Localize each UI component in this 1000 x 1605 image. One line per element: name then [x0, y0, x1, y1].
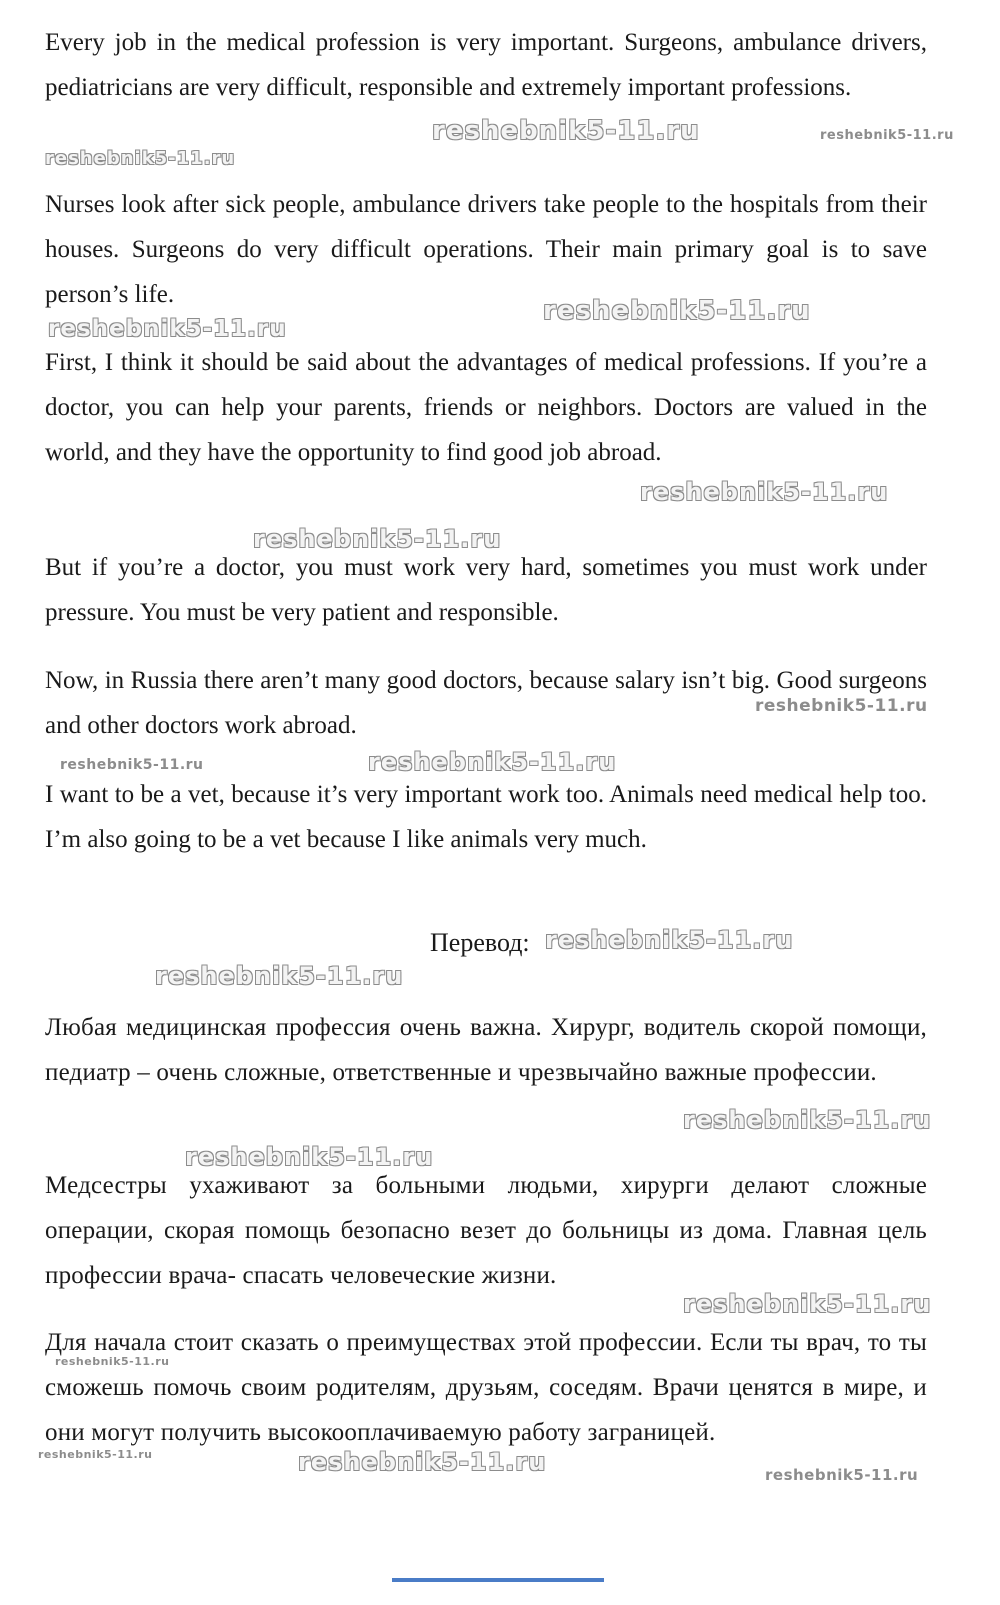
paragraph-english-3: First, I think it should be said about the advantages of medical professions. If you’re a doctor, you can help your parents, friends or neighbors. Doctors are valued in the world, and they have the opportunity to find good job abroad.: [45, 349, 927, 466]
watermark: reshebnik5-11.ru: [368, 748, 617, 776]
watermark: reshebnik5-11.ru: [545, 926, 794, 954]
watermark: reshebnik5-11.ru: [55, 1355, 170, 1368]
watermark: reshebnik5-11.ru: [38, 1448, 153, 1461]
watermark: reshebnik5-11.ru: [640, 478, 889, 506]
paragraph-russian-2: Медсестры ухаживают за больными людьми, хирурги делают сложные операции, скорая помощь безопасно везет до больницы из дома. Главная цель профессии врача- спасать человеческие жизни.: [45, 1172, 927, 1289]
footer-divider-line: [392, 1578, 604, 1582]
paragraph-english-6: I want to be a vet, because it’s very important work too. Animals need medical help too. I’m also going to be a vet because I like animals very much.: [45, 781, 927, 853]
paragraph-english-4: But if you’re a doctor, you must work very hard, sometimes you must work under pressure. You must be very patient and responsible.: [45, 554, 927, 626]
watermark: reshebnik5-11.ru: [683, 1290, 932, 1318]
watermark: reshebnik5-11.ru: [48, 316, 287, 342]
paragraph-english-1: Every job in the medical profession is very important. Surgeons, ambulance drivers, pediatricians are very difficult, responsible and extremely important professions.: [45, 29, 927, 101]
watermark: reshebnik5-11.ru: [755, 696, 928, 716]
paragraph-english-5: Now, in Russia there aren’t many good doctors, because salary isn’t big. Good surgeons and other doctors work abroad.: [45, 667, 927, 739]
watermark: reshebnik5-11.ru: [683, 1106, 932, 1134]
watermark: reshebnik5-11.ru: [432, 116, 700, 146]
translation-heading: Перевод:: [430, 928, 530, 957]
watermark: reshebnik5-11.ru: [185, 1143, 434, 1171]
paragraph-russian-3: Для начала стоит сказать о преимуществах этой профессии. Если ты врач, то ты сможешь помочь своим родителям, друзьям, соседям. Врачи ценятся в мире, и они могут получить высокооплачиваемую работу заграницей.: [45, 1329, 927, 1446]
watermark: reshebnik5-11.ru: [155, 962, 404, 990]
watermark: reshebnik5-11.ru: [253, 525, 502, 553]
paragraph-english-2: Nurses look after sick people, ambulance drivers take people to the hospitals from their houses. Surgeons do very difficult operations. Their main primary goal is to save person’s life.: [45, 191, 927, 308]
watermark: reshebnik5-11.ru: [60, 757, 204, 773]
paragraph-russian-1: Любая медицинская профессия очень важна. Хирург, водитель скорой помощи, педиатр – очень сложные, ответственные и чрезвычайно важные профессии.: [45, 1014, 927, 1086]
watermark: reshebnik5-11.ru: [298, 1448, 547, 1476]
watermark: reshebnik5-11.ru: [765, 1466, 919, 1484]
watermark: reshebnik5-11.ru: [45, 148, 236, 169]
watermark: reshebnik5-11.ru: [543, 296, 811, 326]
watermark: reshebnik5-11.ru: [820, 128, 954, 143]
